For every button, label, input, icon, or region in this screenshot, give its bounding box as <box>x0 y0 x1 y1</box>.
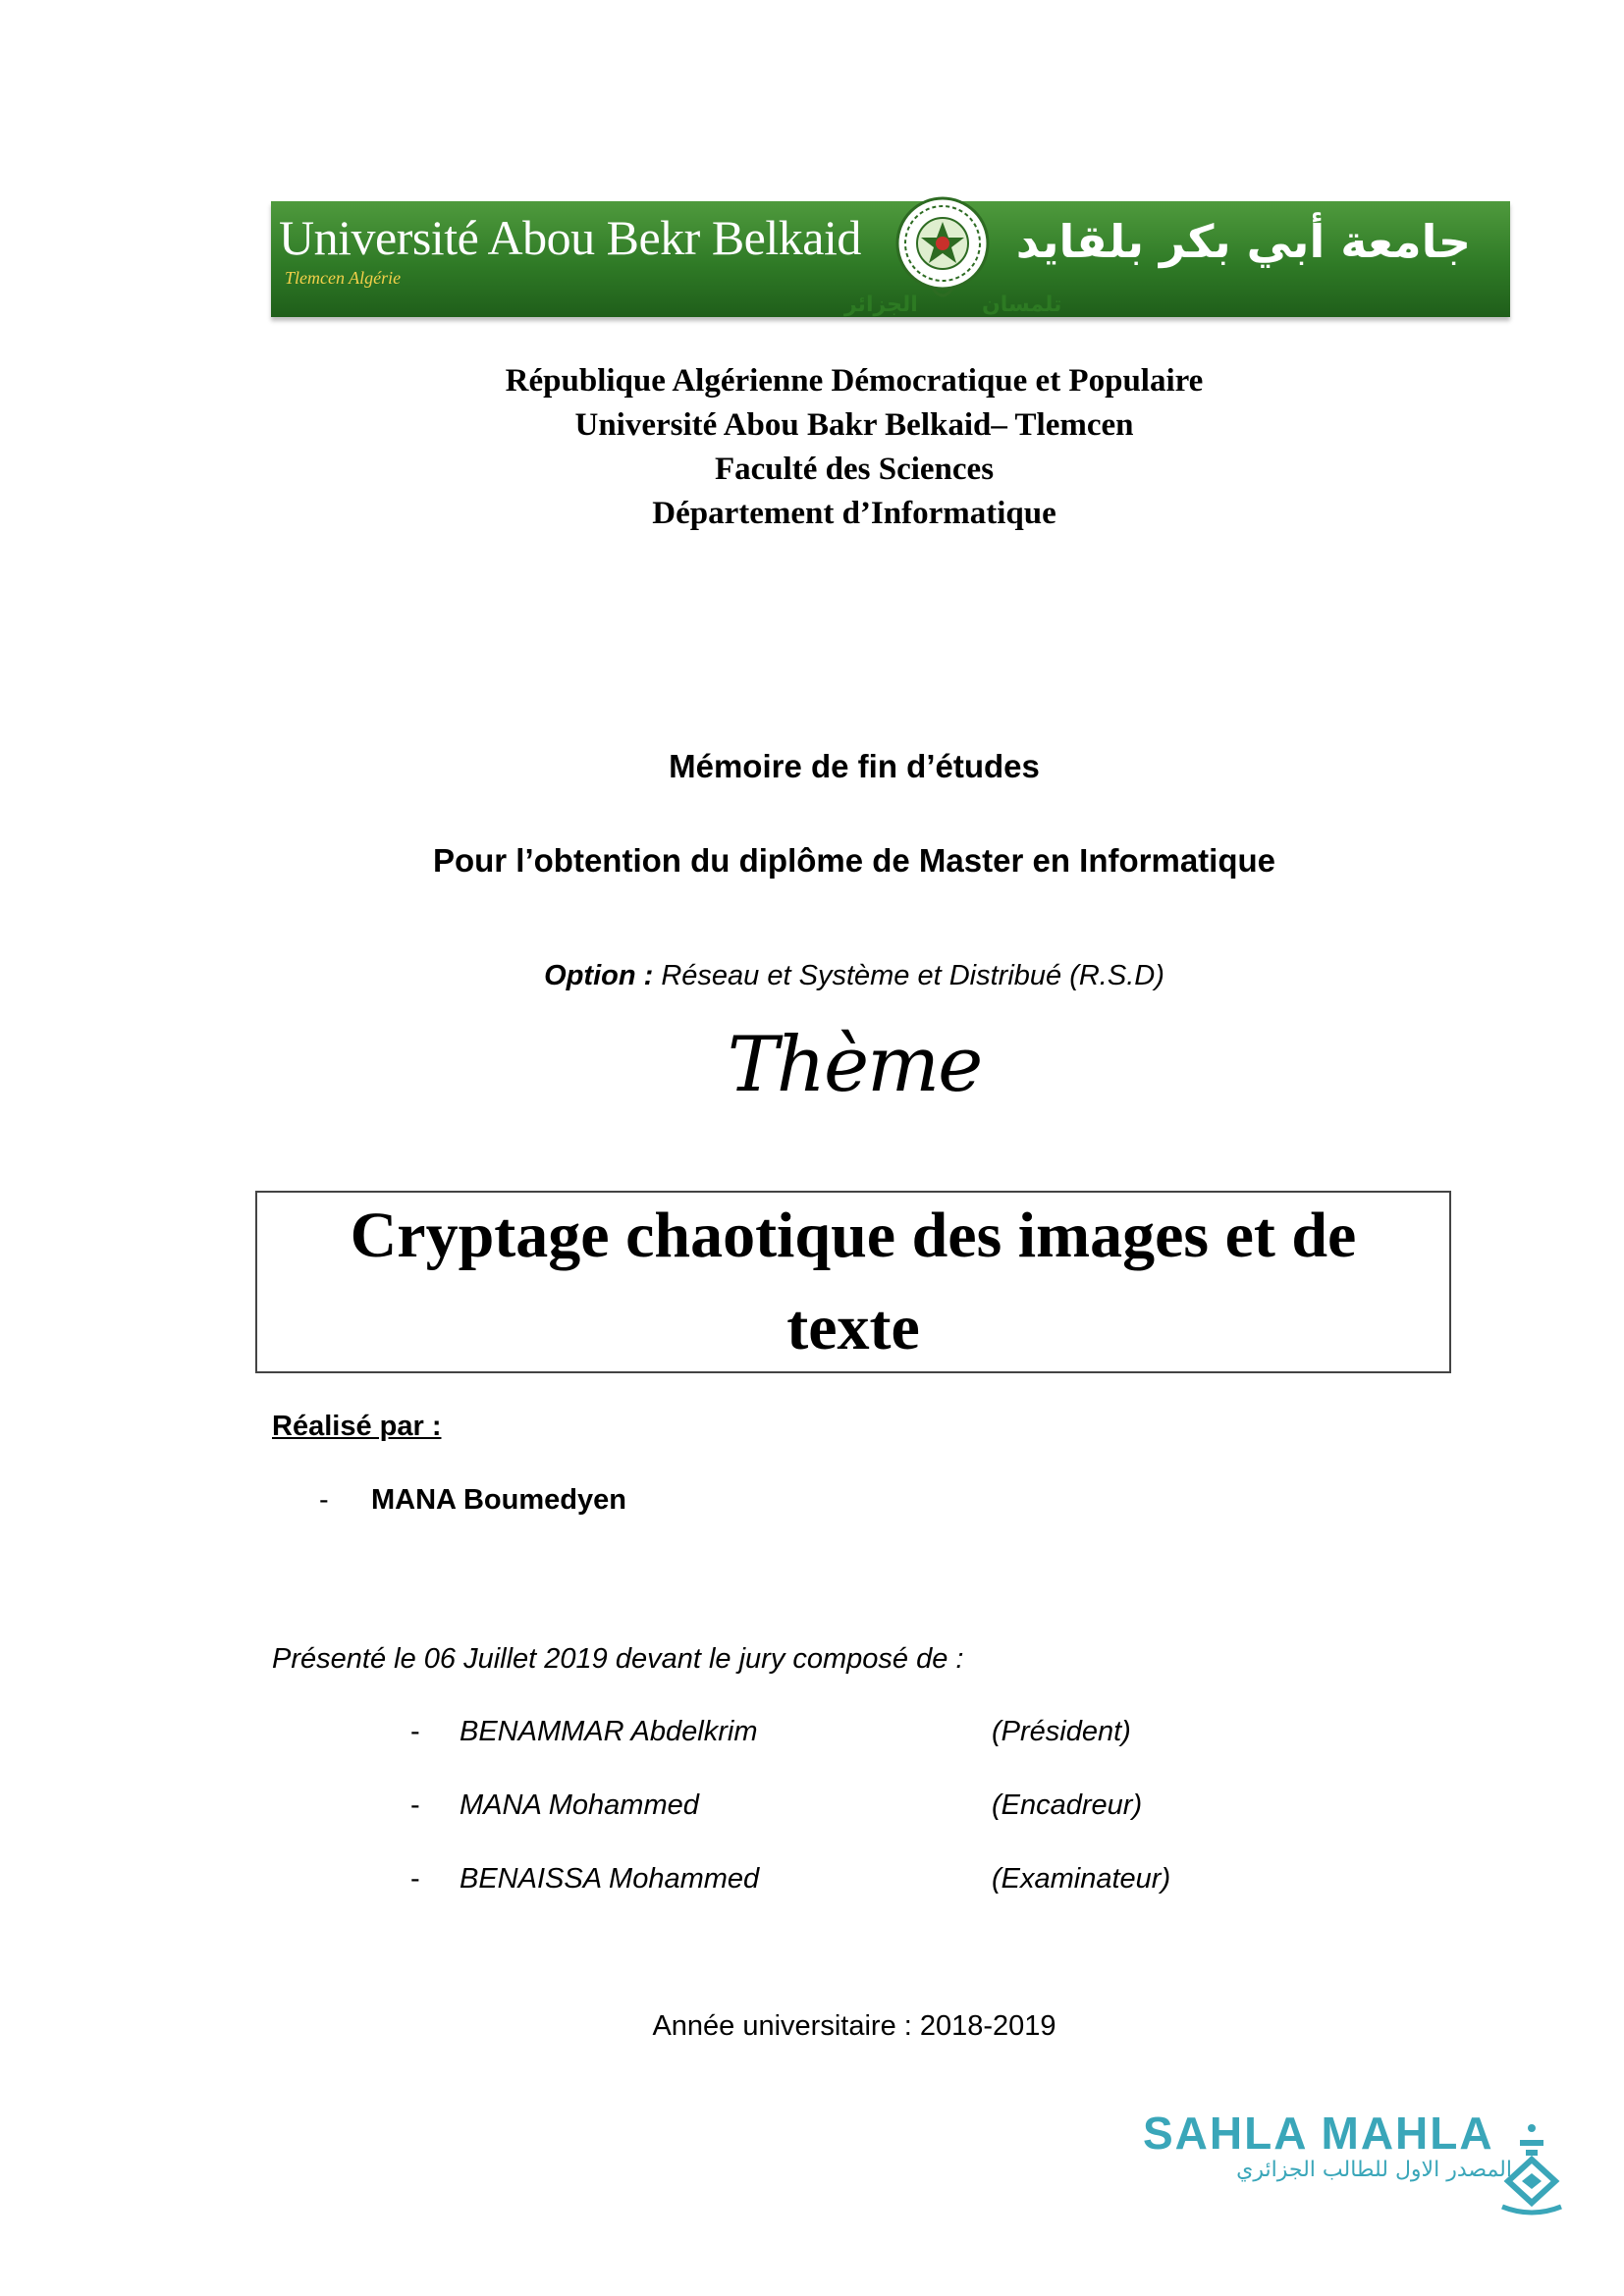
university-seal-icon <box>893 194 992 304</box>
thesis-title-box <box>255 1191 1451 1373</box>
jury-member-role: (Examinateur) <box>992 1863 1171 1895</box>
watermark-text: SAHLA MAHLA <box>1143 2108 1494 2159</box>
academic-year: Année universitaire : 2018-2019 <box>652 2010 1056 2042</box>
university-location: Tlemcen Algérie <box>285 268 402 288</box>
jury-bullet: - <box>410 1789 420 1821</box>
option-label: Option : <box>544 960 654 991</box>
header-republic: République Algérienne Démocratique et Populaire <box>505 363 1204 399</box>
jury-member-role: (Président) <box>992 1716 1131 1747</box>
option-line <box>0 960 1624 992</box>
jury-bullet: - <box>410 1716 420 1747</box>
jury-member-name: BENAMMAR Abdelkrim <box>460 1716 758 1747</box>
author-name: MANA Boumedyen <box>371 1484 626 1516</box>
jury-member-role: (Encadreur) <box>992 1789 1143 1821</box>
author-bullet: - <box>319 1484 329 1516</box>
memoire-subtitle: Pour l’obtention du diplôme de Master en Informatique <box>432 842 1276 879</box>
memoire-title: Mémoire de fin d’études <box>669 748 1040 784</box>
thesis-title-line1: Cryptage chaotique des images et de <box>350 1200 1357 1271</box>
jury-member-name: MANA Mohammed <box>460 1789 699 1821</box>
jury-bullet: - <box>410 1863 420 1895</box>
header-department: Département d’Informatique <box>652 496 1056 531</box>
jury-member-name: BENAISSA Mohammed <box>460 1863 760 1895</box>
option-value: Réseau et Système et Distribué (R.S.D) <box>661 960 1164 991</box>
watermark-subtitle: المصدر الاول للطالب الجزائري <box>1236 2158 1512 2182</box>
header-university: Université Abou Bakr Belkaid– Tlemcen <box>574 407 1134 443</box>
theme-label: Thème <box>727 1021 982 1109</box>
university-name-fr: Université Abou Bekr Belkaid <box>279 210 861 265</box>
thesis-title-line2: texte <box>786 1292 920 1363</box>
city-name-ar: تلمسان <box>982 293 1062 317</box>
university-name-ar: جامعة أبي بكر بلقايد <box>1015 215 1471 268</box>
author-label: Réalisé par : <box>272 1411 442 1442</box>
sahla-mahla-logo-icon <box>1492 2122 1571 2218</box>
country-name-ar: الجزائر <box>844 293 918 317</box>
jury-intro: Présenté le 06 Juillet 2019 devant le jury composé de : <box>272 1643 964 1675</box>
header-faculty: Faculté des Sciences <box>714 452 995 487</box>
